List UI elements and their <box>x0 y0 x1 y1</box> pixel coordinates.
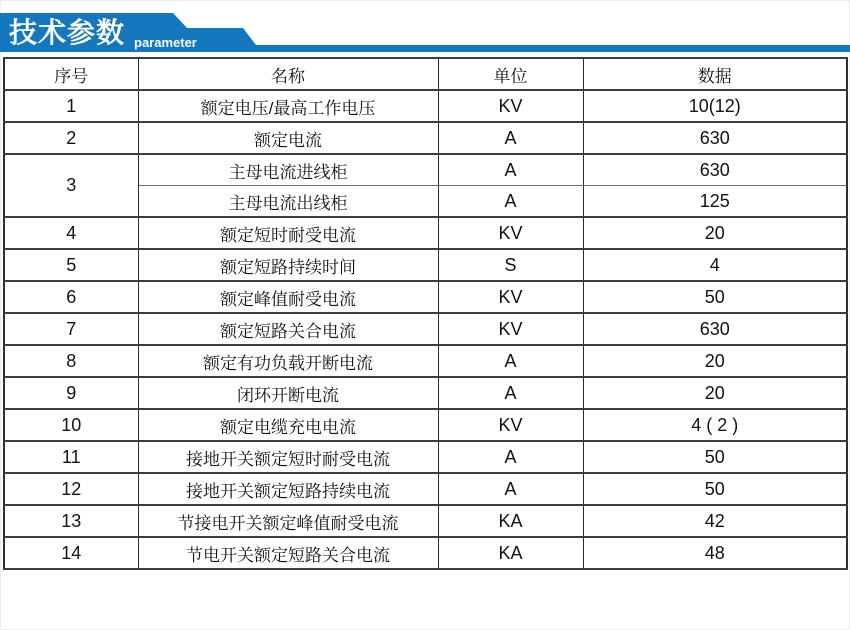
cell-name: 额定电压/最高工作电压 <box>138 90 438 122</box>
cell-no: 10 <box>4 409 138 441</box>
table-row <box>4 441 847 473</box>
cell-no: 6 <box>4 281 138 313</box>
table-row <box>4 505 847 537</box>
section-subtitle: parameter <box>134 35 197 50</box>
cell-value: 4 ( 2 ) <box>583 409 847 441</box>
cell-value: 48 <box>583 537 847 569</box>
cell-value: 125 <box>583 186 847 218</box>
cell-value: 4 <box>583 249 847 281</box>
cell-value: 20 <box>583 377 847 409</box>
table-row <box>4 377 847 409</box>
cell-no: 9 <box>4 377 138 409</box>
col-header-value: 数据 <box>583 58 847 90</box>
table-row <box>4 249 847 281</box>
col-header-name: 名称 <box>138 58 438 90</box>
table-row <box>4 90 847 122</box>
cell-unit: S <box>438 249 583 281</box>
cell-unit: KA <box>438 537 583 569</box>
table-row <box>4 409 847 441</box>
parameter-table <box>3 57 848 570</box>
cell-unit: KV <box>438 313 583 345</box>
cell-name: 额定有功负载开断电流 <box>138 345 438 377</box>
cell-no: 12 <box>4 473 138 505</box>
cell-unit: KV <box>438 409 583 441</box>
section-title: 技术参数 <box>9 17 126 48</box>
cell-unit: KV <box>438 217 583 249</box>
col-header-unit: 单位 <box>438 58 583 90</box>
cell-value: 630 <box>583 154 847 186</box>
cell-value: 630 <box>583 122 847 154</box>
cell-unit: A <box>438 186 583 218</box>
banner-ribbon-shape <box>0 0 850 56</box>
col-header-no: 序号 <box>4 58 138 90</box>
cell-no: 1 <box>4 90 138 122</box>
cell-value: 50 <box>583 441 847 473</box>
table-row <box>4 473 847 505</box>
cell-no: 4 <box>4 217 138 249</box>
cell-unit: KV <box>438 90 583 122</box>
cell-name: 额定电流 <box>138 122 438 154</box>
cell-unit: A <box>438 377 583 409</box>
table-row <box>4 217 847 249</box>
table-row <box>4 281 847 313</box>
cell-name: 接地开关额定短路持续电流 <box>138 473 438 505</box>
cell-name: 接地开关额定短时耐受电流 <box>138 441 438 473</box>
table-row <box>4 345 847 377</box>
cell-value: 20 <box>583 345 847 377</box>
cell-value: 630 <box>583 313 847 345</box>
cell-no: 14 <box>4 537 138 569</box>
cell-no-merged: 3 <box>4 154 138 217</box>
cell-no: 13 <box>4 505 138 537</box>
cell-name: 额定短时耐受电流 <box>138 217 438 249</box>
cell-value: 42 <box>583 505 847 537</box>
table-row <box>4 154 847 186</box>
cell-no: 2 <box>4 122 138 154</box>
cell-no: 7 <box>4 313 138 345</box>
cell-no: 11 <box>4 441 138 473</box>
cell-value: 10(12) <box>583 90 847 122</box>
cell-unit: A <box>438 473 583 505</box>
cell-name: 额定电缆充电电流 <box>138 409 438 441</box>
cell-name: 闭环开断电流 <box>138 377 438 409</box>
table-row <box>4 313 847 345</box>
cell-no: 5 <box>4 249 138 281</box>
cell-name: 额定峰值耐受电流 <box>138 281 438 313</box>
cell-name: 额定短路持续时间 <box>138 249 438 281</box>
table-header-row <box>4 58 847 90</box>
cell-name: 额定短路关合电流 <box>138 313 438 345</box>
cell-no: 8 <box>4 345 138 377</box>
section-header-banner <box>0 0 850 56</box>
cell-name: 主母电流出线柜 <box>138 186 438 218</box>
table-row <box>4 122 847 154</box>
table-row <box>4 537 847 569</box>
cell-name: 节电开关额定短路关合电流 <box>138 537 438 569</box>
cell-unit: A <box>438 441 583 473</box>
cell-name: 节接电开关额定峰值耐受电流 <box>138 505 438 537</box>
cell-unit: A <box>438 345 583 377</box>
cell-value: 50 <box>583 473 847 505</box>
cell-unit: A <box>438 122 583 154</box>
cell-unit: KV <box>438 281 583 313</box>
cell-name: 主母电流进线柜 <box>138 154 438 186</box>
cell-value: 50 <box>583 281 847 313</box>
cell-unit: A <box>438 154 583 186</box>
cell-unit: KA <box>438 505 583 537</box>
cell-value: 20 <box>583 217 847 249</box>
